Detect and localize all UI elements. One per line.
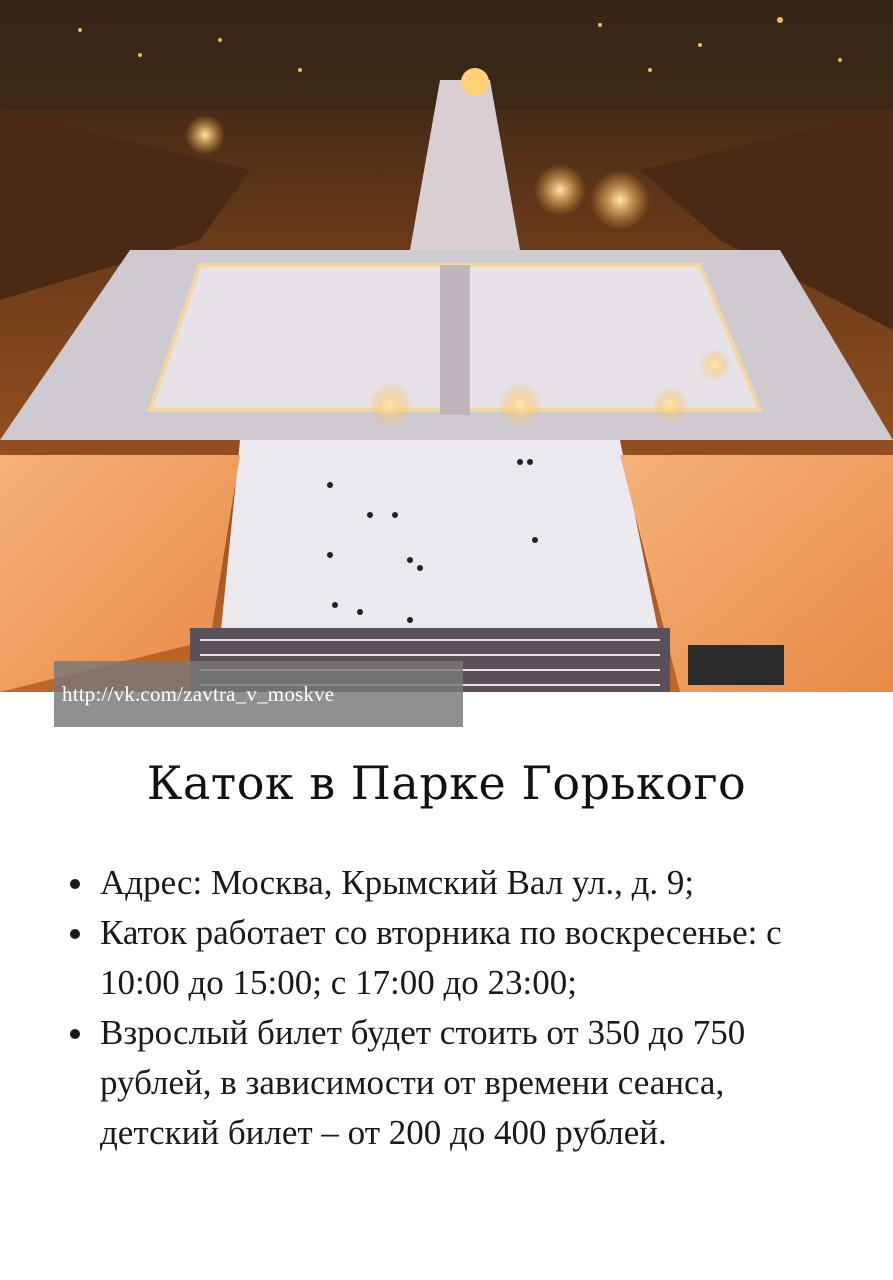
list-item-prices xyxy=(66,1008,826,1158)
list-item-address xyxy=(66,858,826,908)
bullet-icon xyxy=(70,929,80,939)
list-item-text: Адрес: Москва, Крымский Вал ул., д. 9; xyxy=(100,863,695,902)
watermark xyxy=(54,661,463,727)
list-item-text: Взрослый билет будет стоить от 350 до 750 рублей, в зависимости от времени сеанса, детский билет – от 200 до 400 рублей. xyxy=(100,1013,746,1152)
bullet-icon xyxy=(70,1029,80,1039)
list-item-hours xyxy=(66,908,826,1008)
list-item-text: Каток работает со вторника по воскресенье: с 10:00 до 15:00; с 17:00 до 23:00; xyxy=(100,913,782,1002)
info-list xyxy=(66,858,826,1158)
watermark-text: http://vk.com/zavtra_v_moskve xyxy=(62,681,335,706)
bullet-icon xyxy=(70,879,80,889)
page-title: Каток в Парке Горького xyxy=(146,756,747,810)
